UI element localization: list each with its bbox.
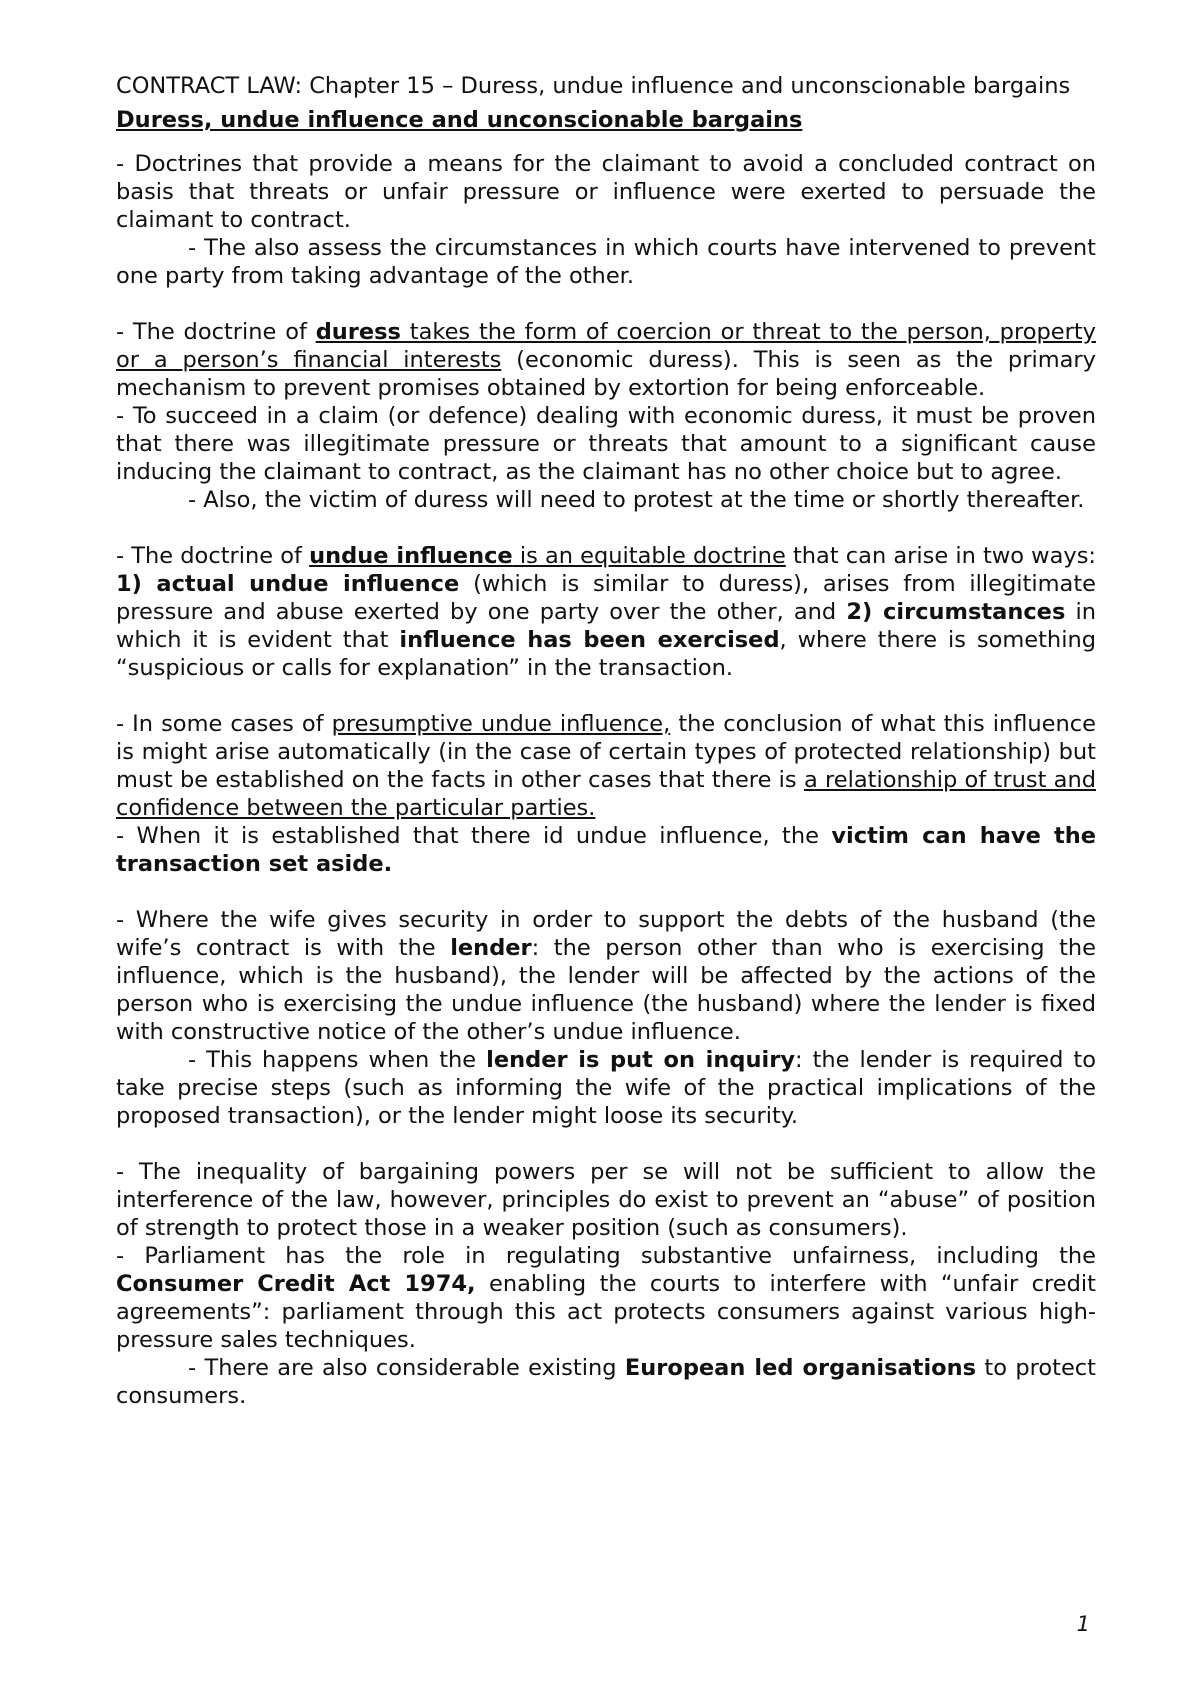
term-duress: duress bbox=[315, 319, 401, 345]
bold-phrase: lender is put on inquiry bbox=[486, 1047, 796, 1073]
bold-phrase: European led organisations bbox=[624, 1355, 977, 1381]
paragraph-economic-duress: - To succeed in a claim (or defence) dealing with economic duress, it must be proven that there was illegitimate pressure or threats that amount to a significant cause inducing the claimant to contract, as the claimant has no other choice but to agree. bbox=[116, 403, 1096, 485]
bold-phrase: Consumer Credit Act 1974, bbox=[116, 1271, 476, 1297]
paragraph-european bbox=[116, 1354, 1096, 1410]
paragraph-inequality: - The inequality of bargaining powers per se will not be sufficient to allow the interference of the law, however, principles do exist to prevent an “abuse” of position of strength to protect those in a weaker position (such as consumers). bbox=[116, 1159, 1096, 1241]
text-run: - Parliament has the role in regulating substantive unfairness, including the bbox=[116, 1243, 1096, 1269]
spacer bbox=[116, 878, 1096, 906]
paragraph-set-aside bbox=[116, 822, 1096, 878]
bold-phrase: 1) actual undue influence bbox=[116, 571, 460, 597]
text-run: that can arise in two ways: bbox=[785, 543, 1096, 569]
bold-phrase: influence has been exercised bbox=[399, 627, 780, 653]
bold-phrase: victim can have the transaction set aside. bbox=[116, 823, 1096, 877]
text-run: in which it is evident that bbox=[116, 599, 1096, 653]
text-run: , where there is something “suspicious or calls for explanation” in the transaction. bbox=[116, 627, 1096, 681]
text-run: (which is similar to duress), arises from illegitimate pressure and abuse exerted by one party over the other, and bbox=[116, 571, 1096, 625]
spacer bbox=[116, 682, 1096, 710]
document-title: CONTRACT LAW: Chapter 15 – Duress, undue influence and unconscionable bargains bbox=[116, 73, 1071, 99]
text-run: the conclusion of what this influence is might arise automatically (in the case of certain types of protected relationship) but must be established on the facts in other cases that there is bbox=[116, 711, 1096, 793]
text-run: : the person other than who is exercising the influence, which is the husband), the lender will be affected by the actions of the person who is exercising the undue influence (the husband) where the lender is fixed with constructive notice of the other’s undue influence. bbox=[116, 935, 1096, 1045]
paragraph-courts-intervened: - The also assess the circumstances in which courts have intervened to prevent one party from taking advantage of the other. bbox=[116, 235, 1096, 289]
text-run: - The doctrine of bbox=[116, 319, 316, 345]
spacer bbox=[116, 290, 1096, 318]
paragraph-presumptive bbox=[116, 710, 1096, 822]
spacer bbox=[116, 1130, 1096, 1158]
text-run: - When it is established that there id undue influence, the bbox=[116, 823, 832, 849]
underlined-phrase: is an equitable doctrine bbox=[512, 543, 786, 569]
paragraph-protest: - Also, the victim of duress will need to protest at the time or shortly thereafter. bbox=[188, 487, 1085, 513]
text-run: - There are also considerable existing bbox=[188, 1355, 625, 1381]
paragraph-put-on-inquiry bbox=[116, 1046, 1096, 1130]
underlined-phrase: presumptive undue influence, bbox=[331, 711, 671, 737]
text-run: to protect consumers. bbox=[116, 1355, 1096, 1409]
text-run: - Where the wife gives security in order to support the debts of the husband (the wife’s contract is with the bbox=[116, 907, 1096, 961]
paragraph-duress bbox=[116, 318, 1096, 402]
term-undue-influence: undue influence bbox=[309, 543, 513, 569]
underlined-phrase: a relationship of trust and confidence between the particular parties. bbox=[116, 767, 1097, 821]
paragraph-parliament bbox=[116, 1242, 1096, 1354]
text-run: - The doctrine of bbox=[116, 543, 310, 569]
bold-phrase: 2) circumstances bbox=[846, 599, 1066, 625]
text-run: : the lender is required to take precise steps (such as informing the wife of the practical implications of the proposed transaction), or the lender might loose its security. bbox=[116, 1047, 1096, 1129]
text-run: - This happens when the bbox=[188, 1047, 487, 1073]
page-number: 1 bbox=[1076, 1612, 1090, 1636]
paragraph-wife-security bbox=[116, 906, 1096, 1046]
bold-phrase: lender bbox=[450, 935, 532, 961]
text-run: - In some cases of bbox=[116, 711, 332, 737]
underlined-phrase: takes the form of coercion or threat to the person, property or a person’s financial interests bbox=[116, 319, 1096, 373]
text-run: enabling the courts to interfere with “unfair credit agreements”: parliament through this act protects consumers against various high-pressure sales techniques. bbox=[116, 1271, 1096, 1353]
text-run: (economic duress). This is seen as the primary mechanism to prevent promises obtained by extortion for being enforceable. bbox=[116, 347, 1096, 401]
document-body bbox=[116, 72, 1096, 1410]
section-heading: Duress, undue influence and unconscionable bargains bbox=[116, 107, 803, 133]
spacer bbox=[116, 514, 1096, 542]
paragraph-doctrines: - Doctrines that provide a means for the claimant to avoid a concluded contract on basis that threats or unfair pressure or influence were exerted to persuade the claimant to contract. bbox=[116, 151, 1096, 233]
paragraph-undue-influence bbox=[116, 542, 1096, 682]
